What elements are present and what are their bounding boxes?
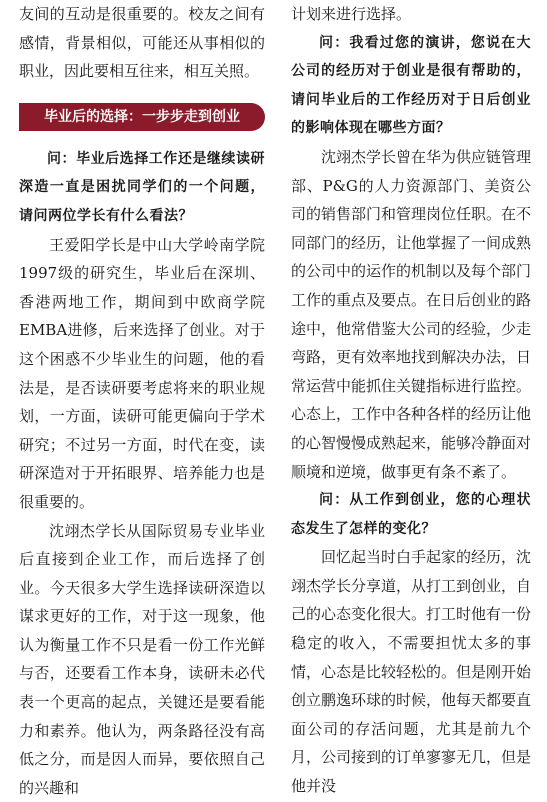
question-3: 问：从工作到创业，您的心理状态发生了怎样的变化？ [291, 486, 531, 543]
intro-continued-paragraph: 友间的互动是很重要的。校友之间有感情，背景相似，可能还从事相似的职业，因此要相互往来，相互关照。 [19, 0, 265, 86]
section-title-bar: 毕业后的选择：一步步走到创业 [19, 103, 265, 131]
answer-1b-paragraph: 沈翊杰学长从国际贸易专业毕业后直接到企业工作，而后选择了创业。今天很多大学生选择读研深造以谋求更好的工作，对于这一现象，他认为衡量工作不只是看一份工作光鲜与否，还要看工作本身，读研未必代表一个更高的起点，关键还是要看能力和素养。他认为，两条路径没有高低之分，而是因人而异，要依照自己的兴趣和 [19, 517, 265, 802]
left-column [19, 0, 265, 802]
continued-paragraph: 计划来进行选择。 [291, 0, 531, 29]
answer-2-paragraph: 沈翊杰学长曾在华为供应链管理部、P&G的人力资源部门、美资公司的销售部门和管理岗位任职。在不同部门的经历，让他掌握了一间成熟的公司中的运作的机制以及每个部门工作的重点及要点。在日后创业的路途中，他常借鉴大公司的经验，少走弯路，更有效率地找到解决办法，日常运营中能抓住关键指标进行监控。心态上，工作中各种各样的经历让他的心智慢慢成熟起来，能够冷静面对顺境和逆境，做事更有条不紊了。 [291, 143, 531, 486]
question-1: 问：毕业后选择工作还是继续读研深造一直是困扰同学们的一个问题，请问两位学长有什么看法？ [19, 145, 265, 231]
answer-1a-paragraph: 王爱阳学长是中山大学岭南学院1997级的研究生，毕业后在深圳、香港两地工作，期间到中欧商学院EMBA进修，后来选择了创业。对于这个困惑不少毕业生的问题，他的看法是，是否读研要考虑将来的职业规划，一方面，读研可能更偏向于学术研究；不过另一方面，时代在变，读研深造对于开拓眼界、培养能力也是很重要的。 [19, 231, 265, 517]
answer-3-paragraph: 回忆起当时白手起家的经历，沈翊杰学长分享道，从打工到创业，自己的心态变化很大。打工时他有一份稳定的收入，不需要担忧太多的事情，心态是比较轻松的。但是刚开始创立鹏逸环球的时候，他每天都要直面公司的存活问题，尤其是前九个月，公司接到的订单寥寥无几，但是他并没 [291, 543, 531, 800]
right-column [291, 0, 531, 801]
question-2: 问：我看过您的演讲，您说在大公司的经历对于创业是很有帮助的，请问毕业后的工作经历对于日后创业的影响体现在哪些方面？ [291, 29, 531, 143]
